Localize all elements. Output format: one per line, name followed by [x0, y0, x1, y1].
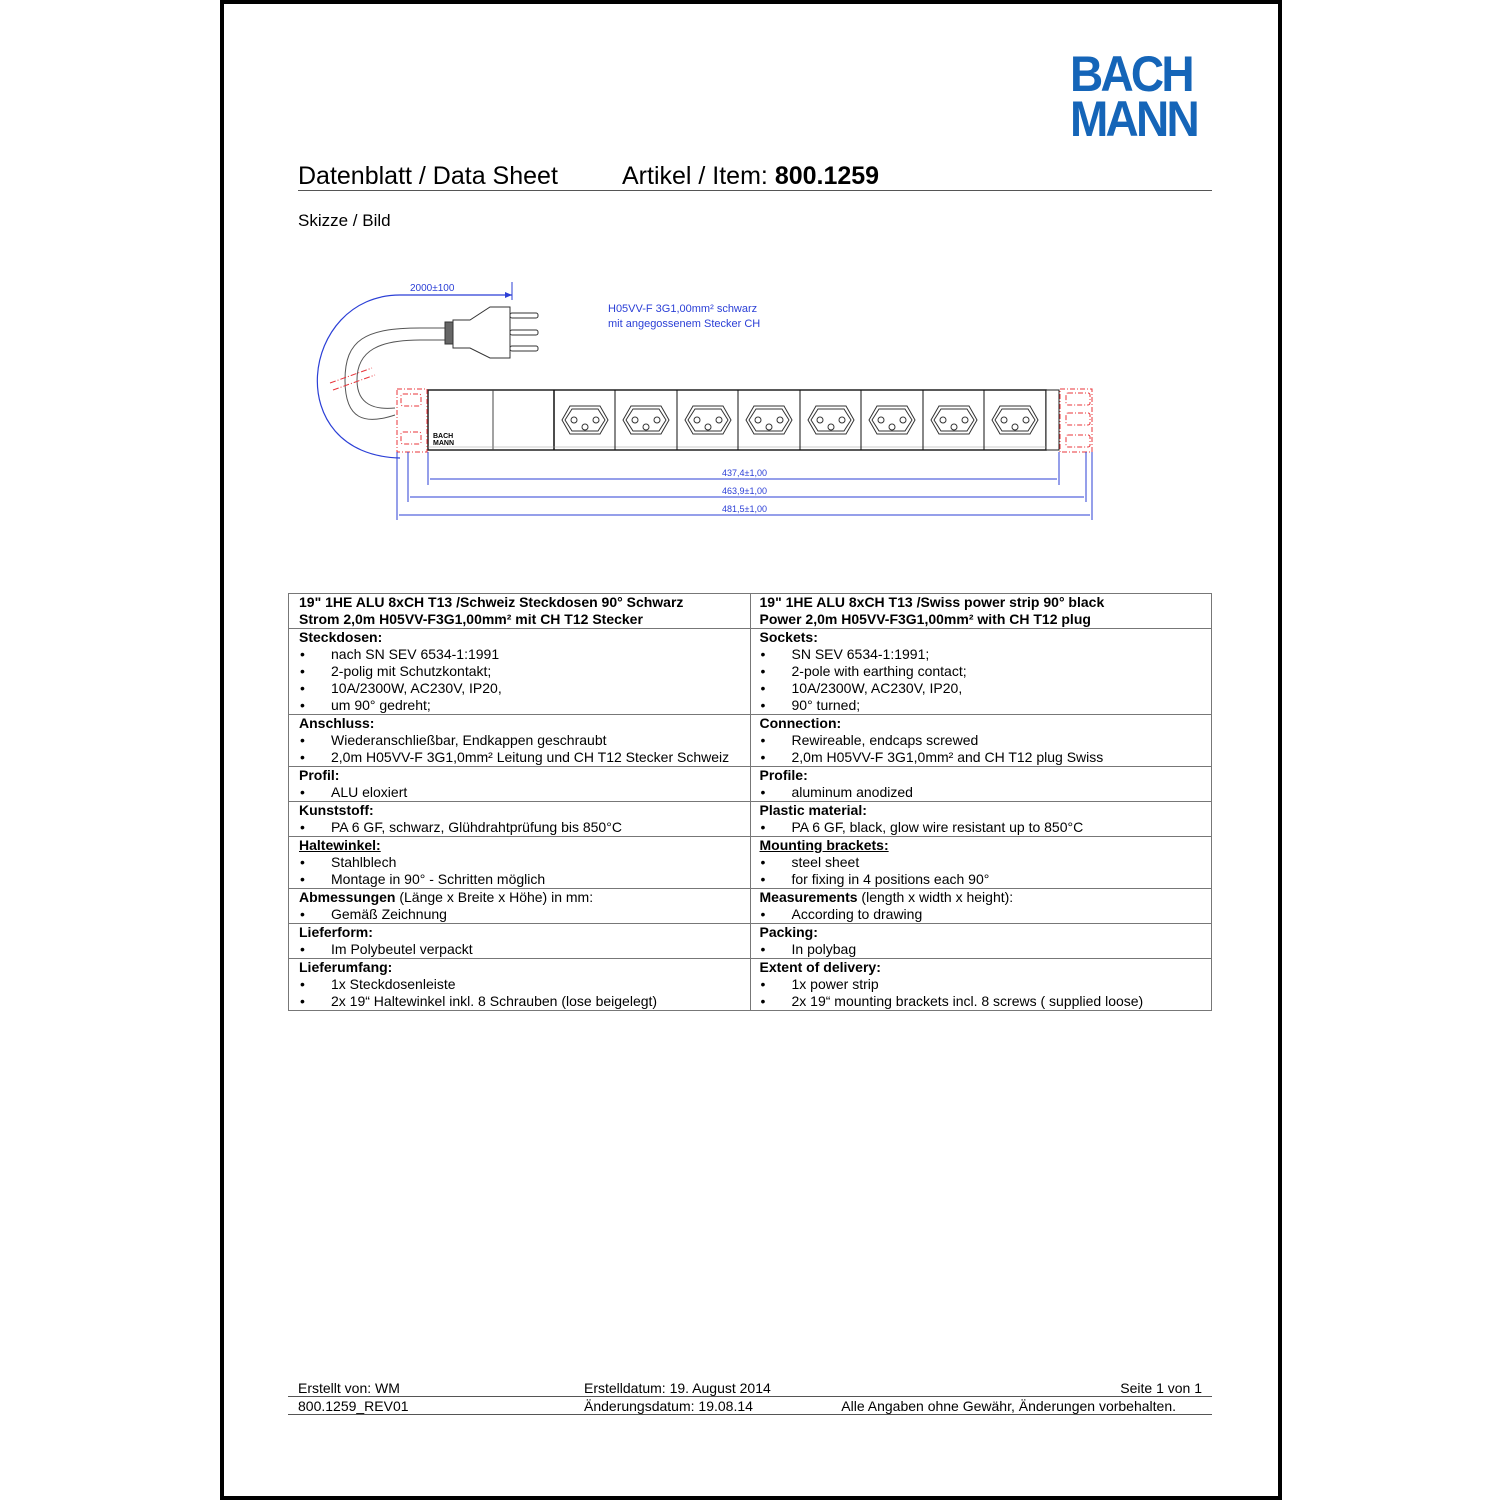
- row-heading: Measurements (length x width x height):: [759, 889, 1014, 905]
- ch-socket-icon: [992, 406, 1038, 434]
- row-heading: Abmessungen (Länge x Breite x Höhe) in mm:: [299, 889, 594, 905]
- row-heading: Profile:: [759, 767, 808, 783]
- list-item: • Rewireable, endcaps screwed: [760, 732, 979, 748]
- dimension-463: 463,9±1,00: [722, 486, 767, 496]
- table-title-row: [289, 594, 1212, 629]
- list-item: • Wiederanschließbar, Endkappen geschraubt: [300, 732, 607, 748]
- row-heading: Steckdosen:: [299, 629, 383, 645]
- row-heading: Lieferumfang:: [299, 959, 393, 975]
- row-heading: Packing:: [759, 924, 818, 940]
- list-item: • 90° turned;: [760, 697, 861, 713]
- mounting-bracket-right: [1060, 389, 1092, 452]
- created-by: Erstellt von: WM: [298, 1380, 400, 1396]
- list-item: • for fixing in 4 positions each 90°: [760, 871, 990, 887]
- page-number: Seite 1 von 1: [1120, 1380, 1202, 1396]
- row-heading: Lieferform:: [299, 924, 373, 940]
- list-item: • 2,0m H05VV-F 3G1,0mm² Leitung und CH T12 Stecker Schweiz: [300, 749, 730, 765]
- document-title: Datenblatt / Data Sheet: [298, 162, 558, 190]
- list-item: • 10A/2300W, AC230V, IP20,: [760, 680, 963, 696]
- table-row-connection: [289, 715, 1212, 767]
- list-item: • aluminum anodized: [760, 784, 913, 800]
- bachmann-logo: [1070, 46, 1197, 147]
- table-row-brackets: [289, 837, 1212, 889]
- row-heading: Extent of delivery:: [759, 959, 881, 975]
- logo-line-1: BACH: [1070, 46, 1192, 102]
- list-item: • Stahlblech: [300, 854, 397, 870]
- table-row-plastic: [289, 802, 1212, 837]
- row-heading: Profil:: [299, 767, 340, 783]
- table-row-delivery: [289, 959, 1212, 1011]
- list-item: • PA 6 GF, schwarz, Glühdrahtprüfung bis 850°C: [300, 819, 622, 835]
- list-item: • 2,0m H05VV-F 3G1,0mm² and CH T12 plug Swiss: [760, 749, 1104, 765]
- list-item: • um 90° gedreht;: [300, 697, 431, 713]
- document-header: [298, 160, 1212, 191]
- list-item: • According to drawing: [760, 906, 923, 922]
- table-row-profile: [289, 767, 1212, 802]
- row-heading: Anschluss:: [299, 715, 375, 731]
- table-row-measurements: [289, 889, 1212, 924]
- list-item: • 2-pole with earthing contact;: [760, 663, 967, 679]
- technical-drawing: [300, 270, 1120, 530]
- dimension-lines: [397, 452, 1092, 520]
- logo-line-2: MANN: [1070, 91, 1197, 147]
- row-heading: Kunststoff:: [299, 802, 374, 818]
- item-heading: [622, 162, 879, 191]
- list-item: • steel sheet: [760, 854, 860, 870]
- ch-plug-icon: [445, 307, 538, 358]
- list-item: • 10A/2300W, AC230V, IP20,: [300, 680, 502, 696]
- mounting-bracket-left: [397, 389, 427, 452]
- svg-text:MANN: MANN: [433, 440, 454, 447]
- list-item: • Gemäß Zeichnung: [300, 906, 447, 922]
- row-heading: Sockets:: [759, 629, 818, 645]
- row-heading: Plastic material:: [759, 802, 867, 818]
- dimension-481: 481,5±1,00: [722, 504, 767, 514]
- list-item: • Montage in 90° - Schritten möglich: [300, 871, 546, 887]
- row-heading: Haltewinkel:: [299, 837, 381, 853]
- list-item: • 1x power strip: [760, 976, 879, 992]
- title-en: 19" 1HE ALU 8xCH T13 /Swiss power strip 90° black Power 2,0m H05VV-F3G1,00mm² with CH T12 plug: [750, 594, 1212, 629]
- dimension-437: 437,4±1,00: [722, 468, 767, 478]
- item-label: Artikel / Item:: [622, 162, 775, 190]
- disclaimer: Alle Angaben ohne Gewähr, Änderungen vorbehalten.: [841, 1398, 1176, 1414]
- list-item: • Im Polybeutel verpackt: [300, 941, 473, 957]
- table-row-sockets: [289, 629, 1212, 715]
- item-number: 800.1259: [774, 162, 880, 190]
- cable-note-line-1: H05VV-F 3G1,00mm² schwarz: [608, 303, 758, 315]
- list-item: • 2-polig mit Schutzkontakt;: [300, 663, 492, 679]
- list-item: • PA 6 GF, black, glow wire resistant up to 850°C: [760, 819, 1084, 835]
- list-item: • nach SN SEV 6534-1:1991: [300, 646, 500, 662]
- table-row-packing: [289, 924, 1212, 959]
- title-de: 19" 1HE ALU 8xCH T13 /Schweiz Steckdosen 90° Schwarz Strom 2,0m H05VV-F3G1,00mm² mit CH T12 Stecker: [289, 594, 751, 629]
- specification-table: [288, 593, 1212, 1011]
- page-footer: [288, 1380, 1212, 1414]
- cable-length-label: 2000±100: [410, 283, 455, 294]
- list-item: • 2x 19“ mounting brackets incl. 8 screws ( supplied loose): [760, 993, 1144, 1009]
- row-heading: Connection:: [759, 715, 842, 731]
- strip-logo: BACH: [433, 433, 454, 440]
- list-item: • 2x 19“ Haltewinkel inkl. 8 Schrauben (lose beigelegt): [300, 993, 658, 1009]
- list-item: • SN SEV 6534-1:1991;: [760, 646, 930, 662]
- revision: 800.1259_REV01: [298, 1398, 409, 1414]
- cable-note-line-2: mit angegossenem Stecker CH: [608, 318, 761, 330]
- row-heading: Mounting brackets:: [759, 837, 889, 853]
- section-title: Skizze / Bild: [298, 211, 391, 230]
- list-item: • ALU eloxiert: [300, 784, 408, 800]
- modified-date: Änderungsdatum: 19.08.14: [584, 1398, 753, 1414]
- list-item: • 1x Steckdosenleiste: [300, 976, 456, 992]
- created-date: Erstelldatum: 19. August 2014: [584, 1380, 771, 1396]
- list-item: • In polybag: [760, 941, 857, 957]
